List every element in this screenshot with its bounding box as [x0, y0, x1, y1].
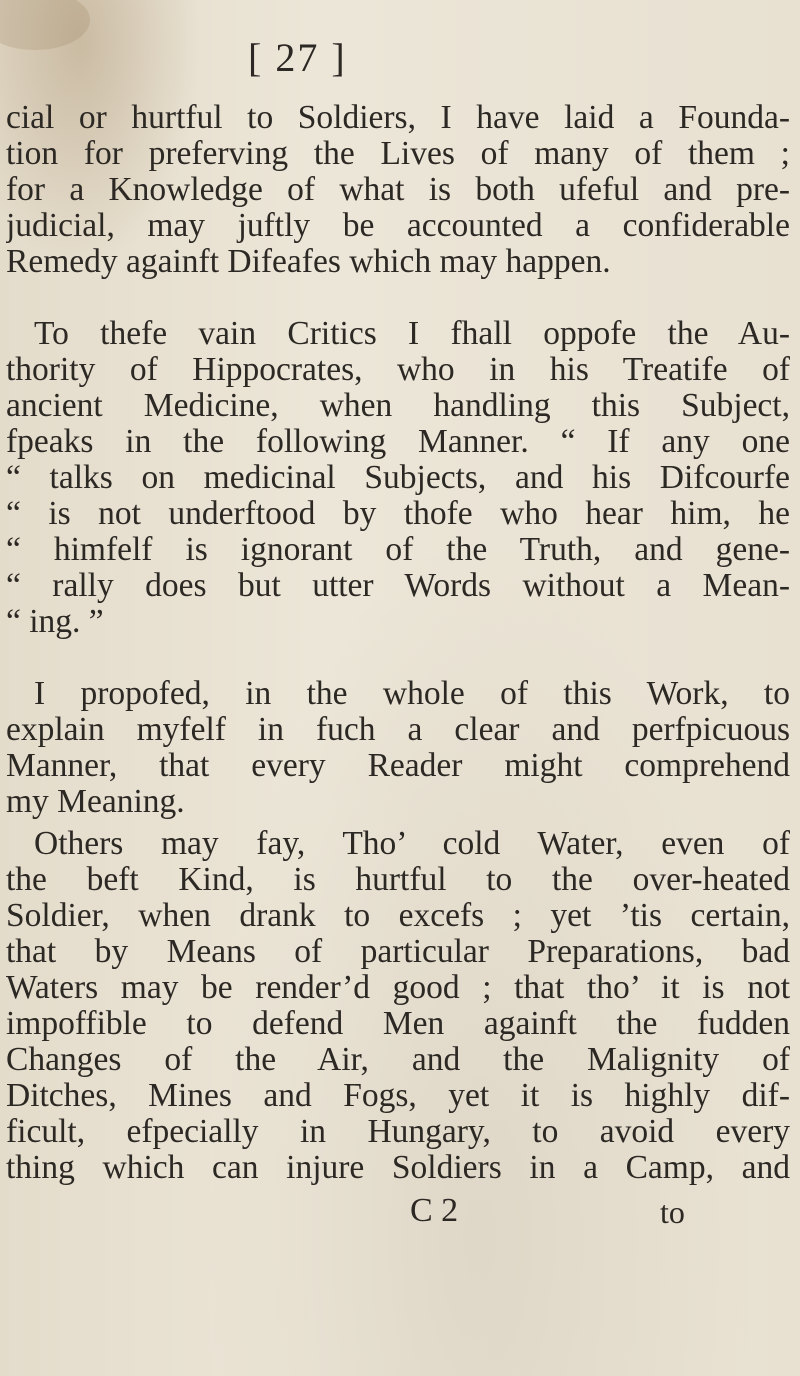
text-line: To thefe vain Critics I fhall oppofe the Au-: [34, 316, 790, 352]
catchword: to: [660, 1194, 685, 1230]
text-line: thing which can injure Soldiers in a Camp, and: [6, 1150, 790, 1186]
text-line: Manner, that every Reader might comprehend: [6, 748, 790, 784]
text-line: that by Means of particular Preparations, bad: [6, 934, 790, 970]
text-line: Others may fay, Tho’ cold Water, even of: [34, 826, 790, 862]
text-line: “ himfelf is ignorant of the Truth, and gene-: [6, 532, 790, 568]
text-line: impoffible to defend Men againft the fudden: [6, 1006, 790, 1042]
text-line: ancient Medicine, when handling this Subject,: [6, 388, 790, 424]
text-line: “ ing. ”: [6, 604, 104, 640]
paragraph-2: [6, 316, 790, 640]
text-line: I propofed, in the whole of this Work, to: [34, 676, 790, 712]
text-line: “ rally does but utter Words without a Mean-: [6, 568, 790, 604]
text-line: Waters may be render’d good ; that tho’ it is not: [6, 970, 790, 1006]
text-line: Remedy againft Difeafes which may happen.: [6, 244, 611, 280]
paragraph-1: [6, 100, 790, 280]
text-line: for a Knowledge of what is both ufeful and pre-: [6, 172, 790, 208]
text-line: Soldier, when drank to excefs ; yet ’tis certain,: [6, 898, 790, 934]
text-line: fpeaks in the following Manner. “ If any one: [6, 424, 790, 460]
signature-mark: C 2: [410, 1192, 459, 1229]
text-line: Changes of the Air, and the Malignity of: [6, 1042, 790, 1078]
page-number: [ 27 ]: [248, 35, 347, 80]
text-line: “ is not underftood by thofe who hear him, he: [6, 496, 790, 532]
text-line: ficult, efpecially in Hungary, to avoid every: [6, 1114, 790, 1150]
paragraph-3: [6, 676, 790, 820]
text-line: thority of Hippocrates, who in his Treatife of: [6, 352, 790, 388]
text-line: “ talks on medicinal Subjects, and his Difcourfe: [6, 460, 790, 496]
text-line: tion for preferving the Lives of many of them ;: [6, 136, 790, 172]
text-line: cial or hurtful to Soldiers, I have laid a Founda-: [6, 100, 790, 136]
text-line: explain myfelf in fuch a clear and perfpicuous: [6, 712, 790, 748]
text-line: the beft Kind, is hurtful to the over-heated: [6, 862, 790, 898]
text-line: my Meaning.: [6, 784, 185, 820]
paper-stain: [0, 0, 90, 50]
text-line: Ditches, Mines and Fogs, yet it is highly dif-: [6, 1078, 790, 1114]
text-line: judicial, may juftly be accounted a confiderable: [6, 208, 790, 244]
paragraph-4: [6, 826, 790, 1186]
